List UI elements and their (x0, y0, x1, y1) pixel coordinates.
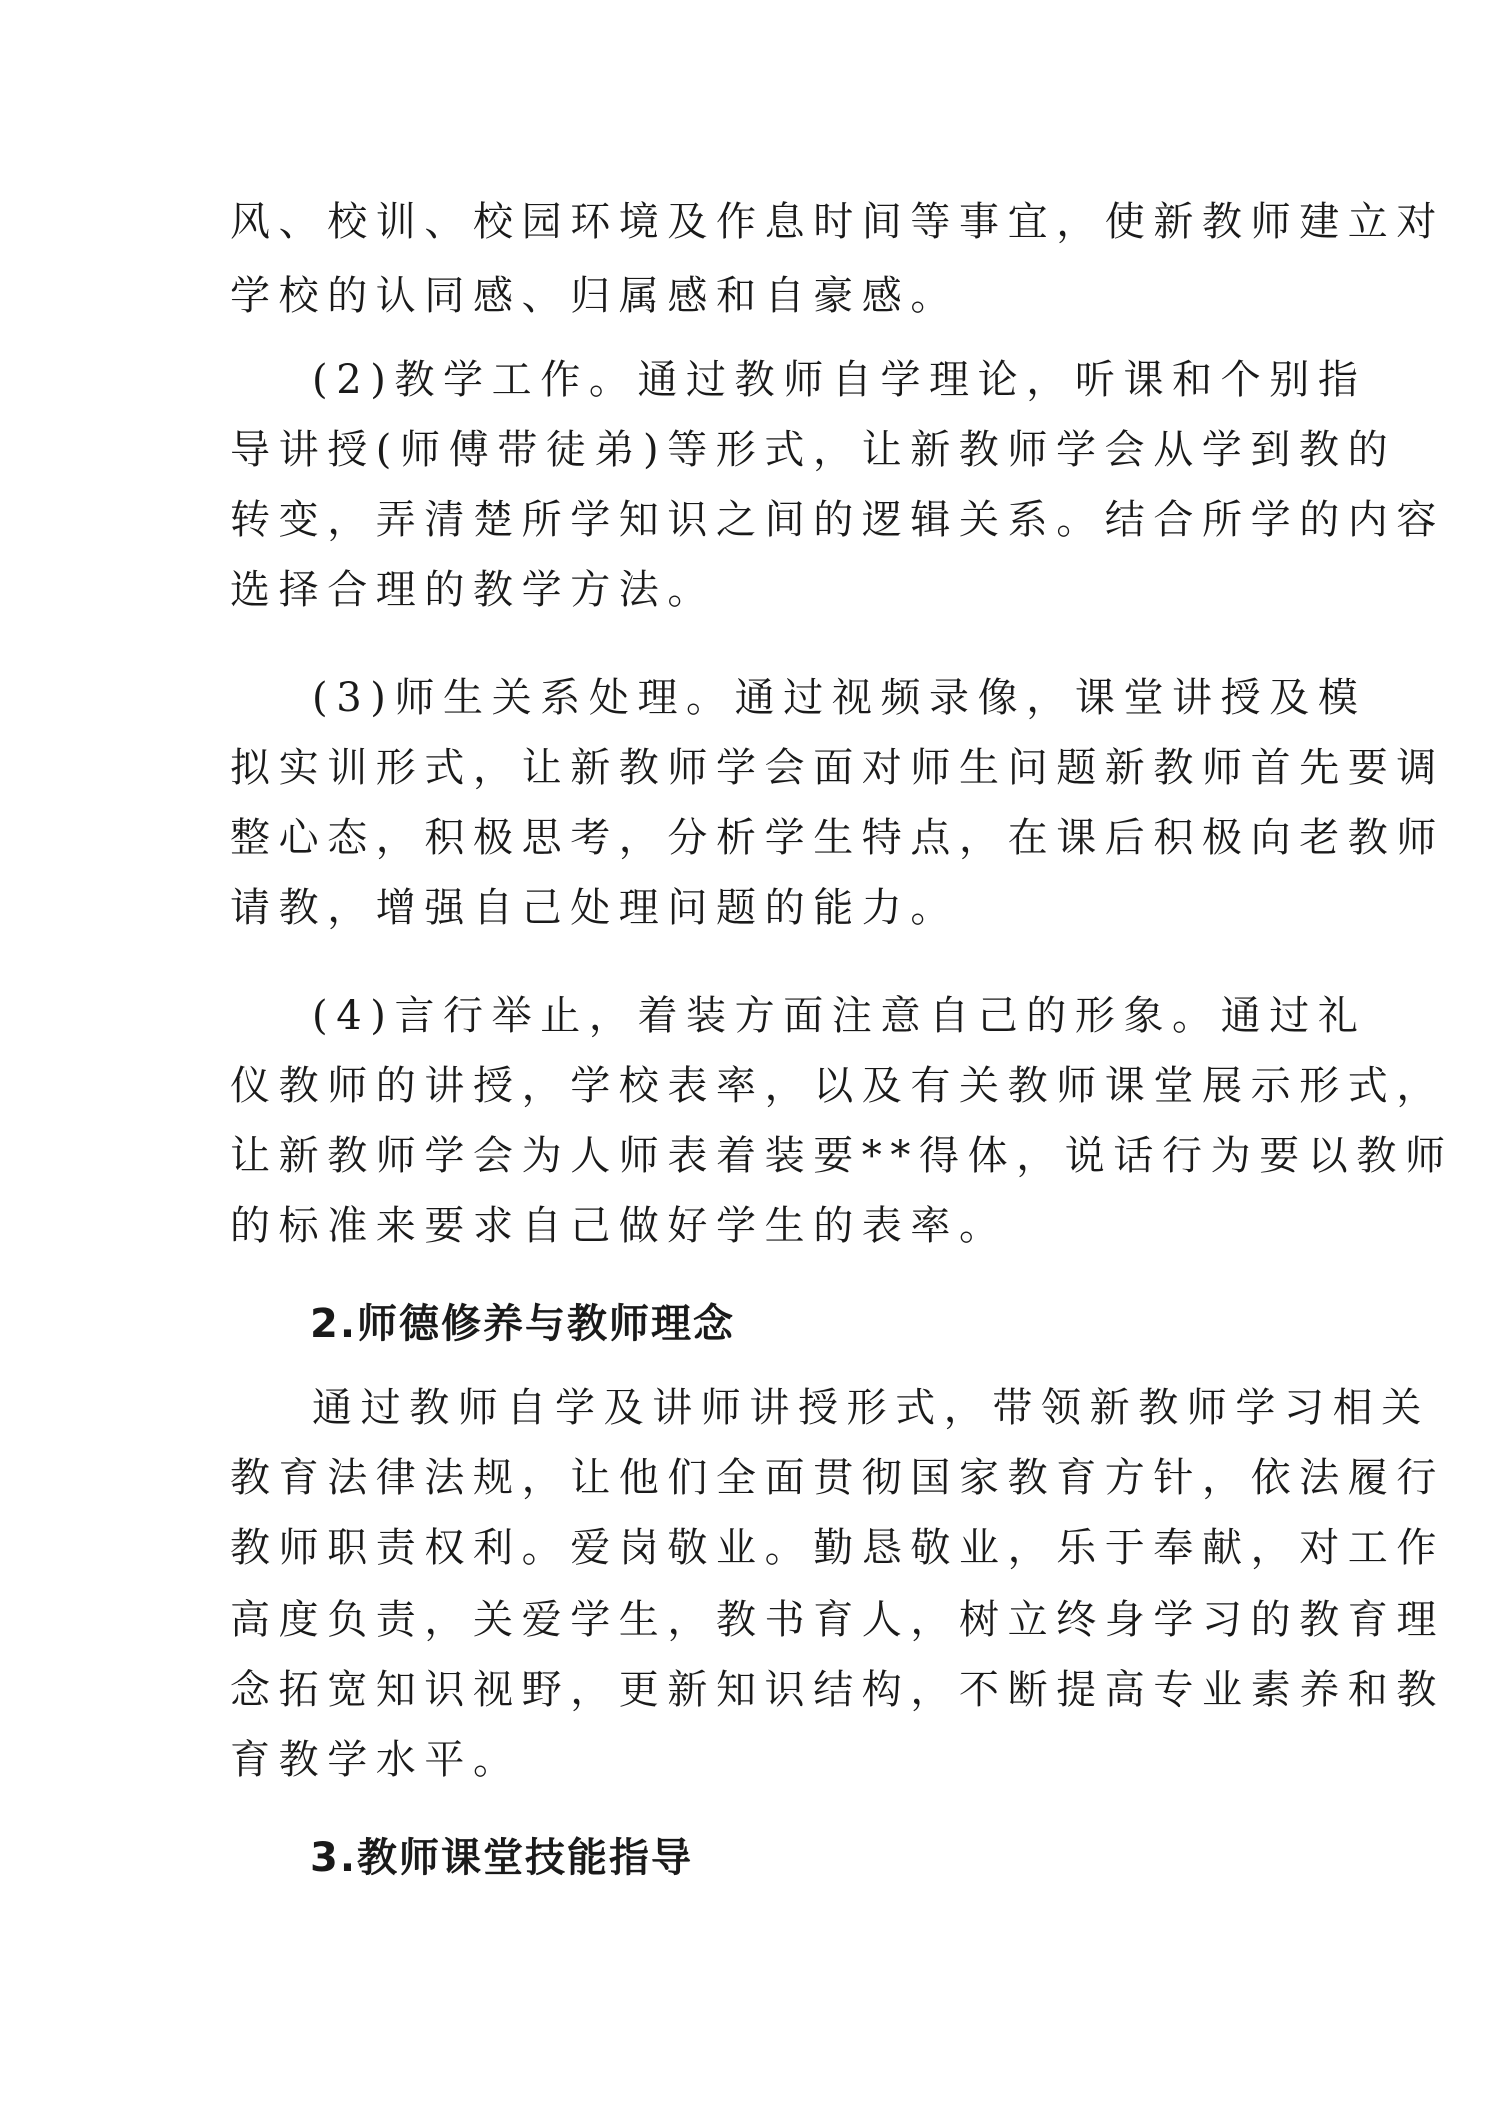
text-line: 请教，增强自己处理问题的能力。 (230, 885, 959, 931)
text-line: 整心态，积极思考，分析学生特点，在课后积极向老教师 (230, 815, 1445, 861)
text-line: 让新教师学会为人师表着装要**得体，说话行为要以教师 (230, 1133, 1454, 1179)
text-line: 高度负责，关爱学生，教书育人，树立终身学习的教育理 (230, 1597, 1445, 1643)
text-line: (3)师生关系处理。通过视频录像，课堂讲授及模 (312, 675, 1367, 721)
text-line: 学校的认同感、归属感和自豪感。 (230, 273, 959, 319)
text-line: 育教学水平。 (230, 1737, 522, 1783)
section-heading: 3.教师课堂技能指导 (310, 1835, 694, 1881)
text-line: (2)教学工作。通过教师自学理论，听课和个别指 (312, 357, 1367, 403)
section-heading: 2.师德修养与教师理念 (310, 1301, 736, 1347)
text-line: 教师职责权利。爱岗敬业。勤恳敬业，乐于奉献，对工作 (230, 1525, 1445, 1571)
text-line: 通过教师自学及讲师讲授形式，带领新教师学习相关 (312, 1385, 1430, 1431)
text-line: (4)言行举止，着装方面注意自己的形象。通过礼 (312, 993, 1367, 1039)
text-line: 转变，弄清楚所学知识之间的逻辑关系。结合所学的内容 (230, 497, 1445, 543)
text-line: 选择合理的教学方法。 (230, 567, 716, 613)
text-line: 风、校训、校园环境及作息时间等事宜，使新教师建立对 (230, 199, 1445, 245)
text-line: 的标准来要求自己做好学生的表率。 (230, 1203, 1008, 1249)
text-line: 念拓宽知识视野，更新知识结构，不断提高专业素养和教 (230, 1667, 1445, 1713)
text-line: 仪教师的讲授，学校表率，以及有关教师课堂展示形式， (230, 1063, 1445, 1109)
text-line: 拟实训形式，让新教师学会面对师生问题新教师首先要调 (230, 745, 1445, 791)
text-line: 导讲授(师傅带徒弟)等形式，让新教师学会从学到教的 (230, 427, 1397, 473)
text-line: 教育法律法规，让他们全面贯彻国家教育方针，依法履行 (230, 1455, 1445, 1501)
